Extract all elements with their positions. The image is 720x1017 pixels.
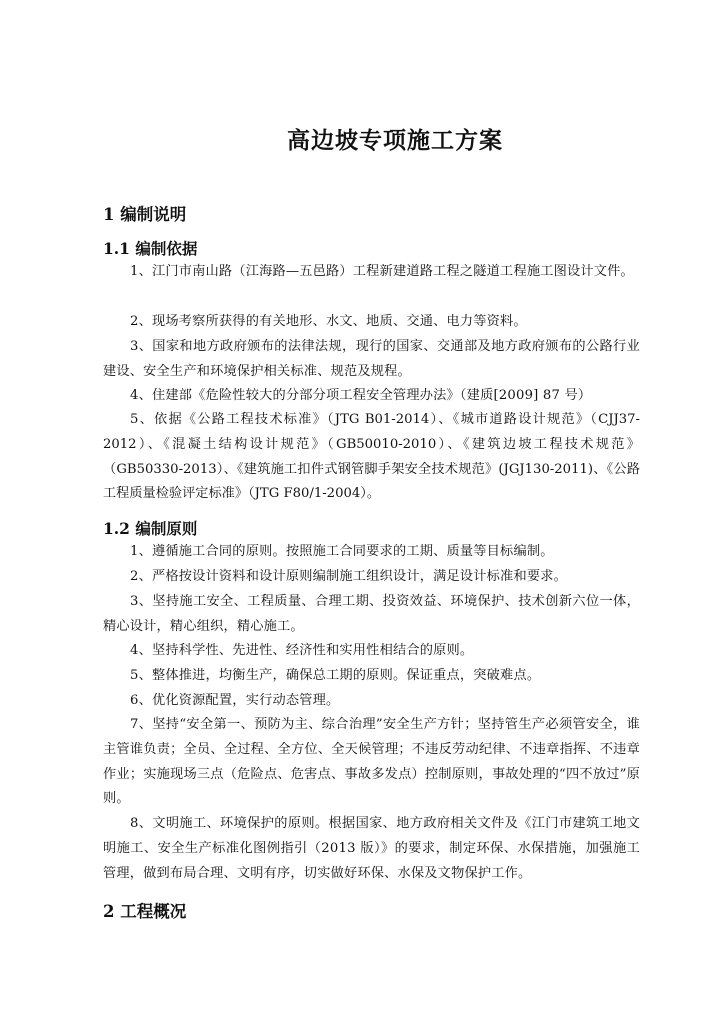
subsection-heading-1-1: 1.1 编制依据 [103, 239, 198, 258]
paragraph: 1、江门市南山路（江海路—五邑路）工程新建道路工程之隧道工程施工图设计文件。 [130, 264, 634, 279]
paragraph: 2、现场考察所获得的有关地形、水文、地质、交通、电力等资料。 [130, 314, 527, 329]
paragraph: 8、文明施工、环境保护的原则。根据国家、地方政府相关文件及《江门市建筑工地文明施工、安全生产标准化图例指引（2013 版）》的要求，制定环保、水保措施，加强施工管理，做到布局合理、文明有序，切实做好环保、水保及文物保护工作。 [103, 816, 640, 881]
paragraph: 6、优化资源配置，实行动态管理。 [130, 693, 340, 708]
paragraph: 4、住建部《危险性较大的分部分项工程安全管理办法》（建质[2009] 87 号） [130, 388, 592, 403]
section-heading-1: 1 编制说明 [103, 205, 187, 224]
paragraph: 4、坚持科学性、先进性、经济性和实用性相结合的原则。 [130, 643, 474, 658]
paragraph: 5、依据《公路工程技术标准》（JTG B01-2014）、《城市道路设计规范》（CJJ37-2012）、《混凝土结构设计规范》（GB50010-2010）、《建筑边坡工程技术规范》（GB50330-2013）、《建筑施工扣件式钢管脚手架安全技术规范》(JGJ130-2011)、《公路工程质量检验评定标准》（JTG F80/1-2004）。 [103, 412, 640, 502]
paragraph: 5、整体推进，均衡生产，确保总工期的原则。保证重点，突破难点。 [130, 668, 541, 683]
section-heading-2: 2 工程概况 [103, 902, 187, 921]
paragraph: 3、坚持施工安全、工程质量、合理工期、投资效益、环境保护、技术创新六位一体，精心设计，精心组织，精心施工。 [103, 594, 640, 634]
document-title: 高边坡专项施工方案 [287, 127, 503, 154]
paragraph: 1、遵循施工合同的原则。按照施工合同要求的工期、质量等目标编制。 [130, 544, 554, 559]
subsection-heading-1-2: 1.2 编制原则 [103, 519, 198, 538]
paragraph: 7、坚持“安全第一、预防为主、综合治理”安全生产方针；坚持管生产必须管安全，谁主管谁负责；全员、全过程、全方位、全天候管理；不违反劳动纪律、不违章指挥、不违章作业；实施现场三点（危险点、危害点、事故多发点）控制原则，事故处理的“四不放过”原则。 [103, 717, 640, 807]
paragraph: 3、国家和地方政府颁布的法律法规，现行的国家、交通部及地方政府颁布的公路行业建设、安全生产和环境保护相关标准、规范及规程。 [103, 339, 640, 379]
paragraph: 2、严格按设计资料和设计原则编制施工组织设计，满足设计标准和要求。 [130, 569, 567, 584]
